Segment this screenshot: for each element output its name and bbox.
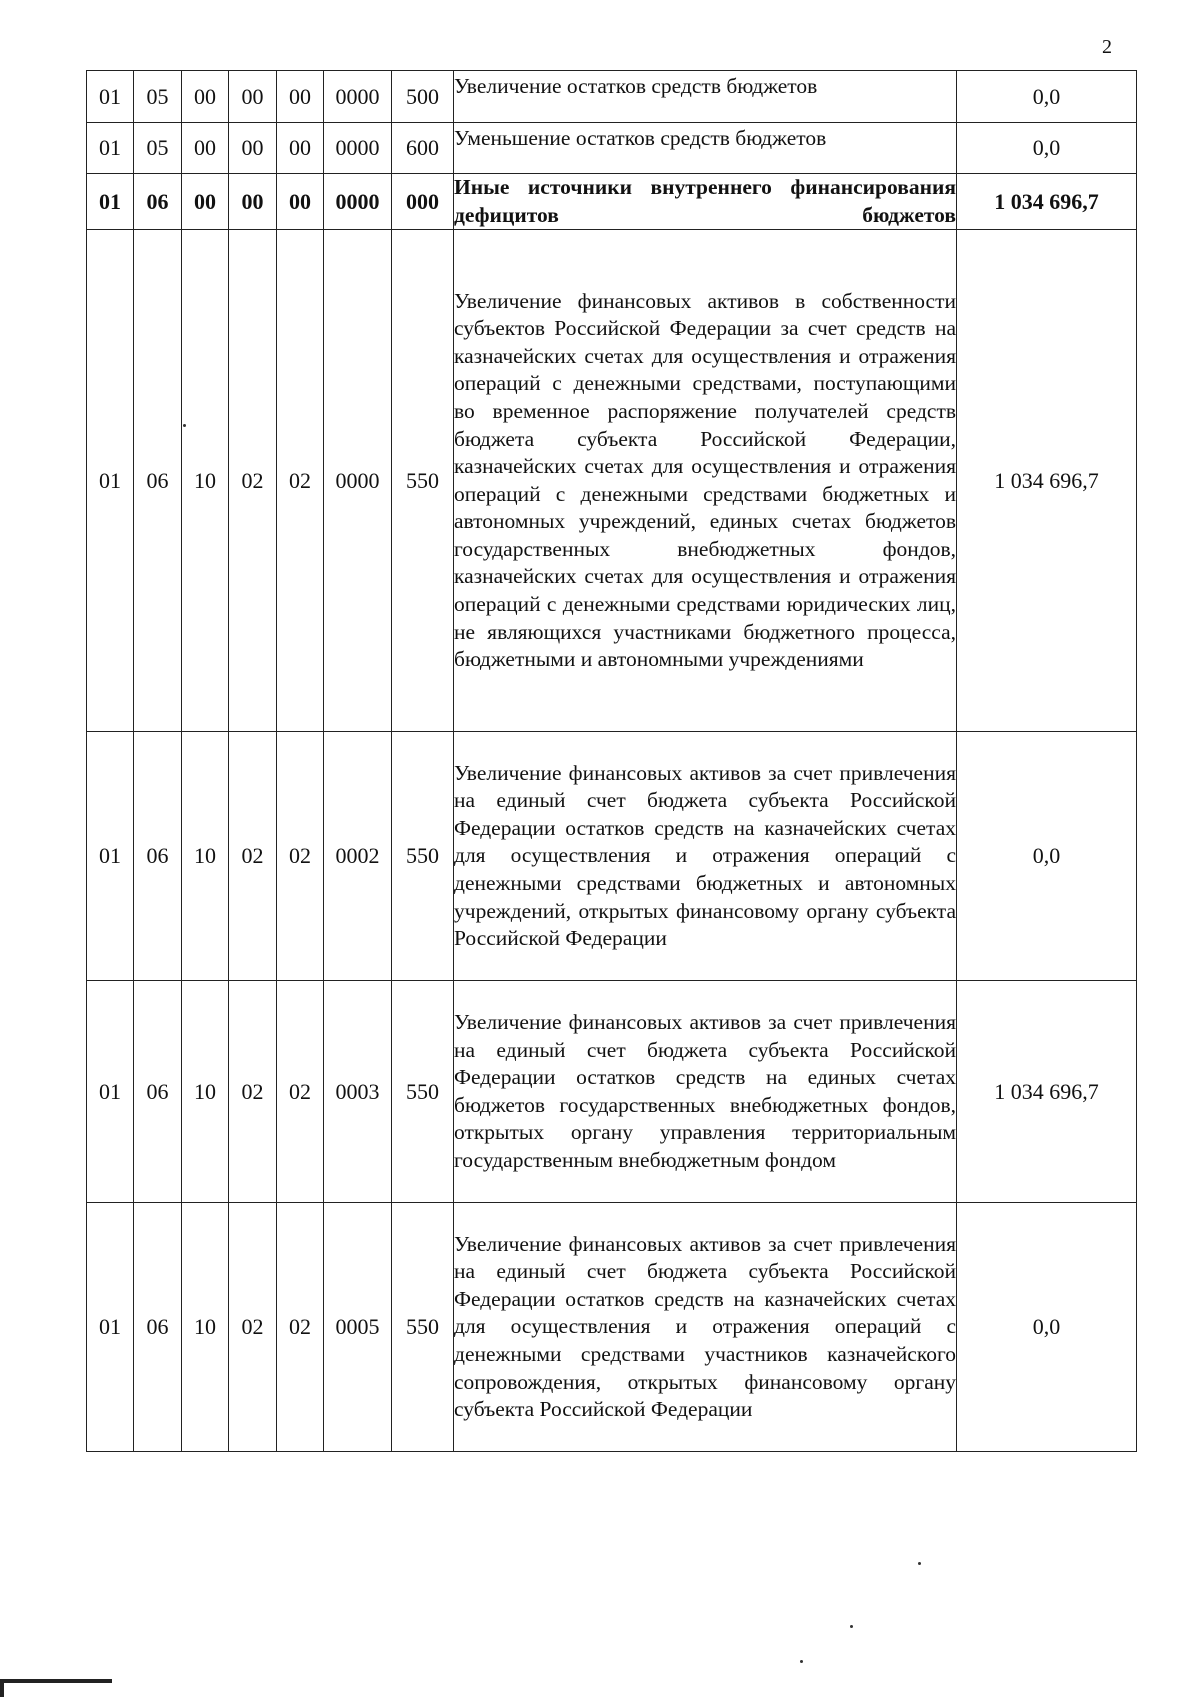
code-section: 01 [87,174,134,230]
table-row [87,71,1137,123]
table-row [87,981,1137,1203]
budget-sources-table [86,70,1137,1452]
code-classification: 550 [392,732,454,981]
code-section: 01 [87,732,134,981]
table-row [87,230,1137,732]
code-classification: 550 [392,1203,454,1452]
code-subarticle: 02 [229,732,277,981]
page-number: 2 [1102,36,1112,58]
code-section: 01 [87,71,134,123]
row-amount: 1 034 696,7 [957,981,1137,1203]
scan-edge-mark [0,1679,112,1683]
row-amount: 0,0 [957,1203,1137,1452]
code-element: 00 [277,123,324,174]
code-element: 00 [277,174,324,230]
code-section: 01 [87,123,134,174]
code-subsection: 06 [134,981,182,1203]
code-classification: 000 [392,174,454,230]
code-element: 02 [277,230,324,732]
row-amount: 0,0 [957,123,1137,174]
code-classification: 550 [392,981,454,1203]
code-subarticle: 00 [229,71,277,123]
row-amount: 0,0 [957,732,1137,981]
code-article: 10 [182,732,229,981]
code-subarticle: 00 [229,174,277,230]
row-description: Увеличение финансовых активов за счет привлечения на единый счет бюджета субъекта Российской Федерации остатков средств на казначейских счетах для осуществления и отражения операций с денежными средствами участников казначейского сопровождения, открытых финансовому органу субъекта Российской Федерации [454,1203,957,1452]
row-amount: 0,0 [957,71,1137,123]
code-element: 02 [277,981,324,1203]
code-subtype: 0000 [324,174,392,230]
code-article: 10 [182,230,229,732]
code-subarticle: 02 [229,230,277,732]
code-article: 10 [182,1203,229,1452]
table-row [87,1203,1137,1452]
scan-speck [800,1660,803,1663]
code-subtype: 0000 [324,230,392,732]
code-subsection: 05 [134,123,182,174]
code-subsection: 05 [134,71,182,123]
table-row [87,732,1137,981]
code-classification: 550 [392,230,454,732]
code-element: 02 [277,1203,324,1452]
code-element: 00 [277,71,324,123]
code-subtype: 0000 [324,123,392,174]
code-subarticle: 02 [229,981,277,1203]
code-section: 01 [87,981,134,1203]
table-body [87,71,1137,1452]
row-description: Увеличение финансовых активов за счет привлечения на единый счет бюджета субъекта Российской Федерации остатков средств на казначейских счетах для осуществления и отражения операций с денежными средствами бюджетных и автономных учреждений, открытых финансовому органу субъекта Российской Федерации [454,732,957,981]
code-subsection: 06 [134,230,182,732]
code-article: 10 [182,981,229,1203]
scan-speck [850,1625,853,1628]
code-element: 02 [277,732,324,981]
code-subtype: 0005 [324,1203,392,1452]
row-description: Увеличение остатков средств бюджетов [454,71,957,123]
scan-edge-mark [0,1679,4,1697]
table-row [87,123,1137,174]
code-subtype: 0002 [324,732,392,981]
code-subsection: 06 [134,732,182,981]
code-classification: 500 [392,71,454,123]
row-amount: 1 034 696,7 [957,230,1137,732]
table-row [87,174,1137,230]
scan-speck [918,1562,921,1565]
code-subsection: 06 [134,174,182,230]
code-section: 01 [87,230,134,732]
row-description: Увеличение финансовых активов в собственности субъектов Российской Федерации за счет средств на казначейских счетах для осуществления и отражения операций с денежными средствами, поступающими во временное распоряжение получателей средств бюджета субъекта Российской Федерации, казначейских счетах для осуществления и отражения операций с денежными средствами бюджетных и автономных учреждений, единых счетах бюджетов государственных внебюджетных фондов, казначейских счетах для осуществления и отражения операций с денежными средствами юридических лиц, не являющихся участниками бюджетного процесса, бюджетными и автономными учреждениями [454,230,957,732]
row-description: Уменьшение остатков средств бюджетов [454,123,957,174]
code-classification: 600 [392,123,454,174]
code-article: 00 [182,174,229,230]
code-article: 00 [182,71,229,123]
row-amount: 1 034 696,7 [957,174,1137,230]
scan-speck [183,424,186,427]
code-subtype: 0000 [324,71,392,123]
code-subarticle: 00 [229,123,277,174]
row-description: Иные источники внутреннего финансирования дефицитов бюджетов [454,174,957,230]
row-description: Увеличение финансовых активов за счет привлечения на единый счет бюджета субъекта Российской Федерации остатков средств на единых счетах бюджетов государственных внебюджетных фондов, открытых органу управления территориальным государственным внебюджетным фондом [454,981,957,1203]
code-article: 00 [182,123,229,174]
code-section: 01 [87,1203,134,1452]
code-subsection: 06 [134,1203,182,1452]
code-subarticle: 02 [229,1203,277,1452]
code-subtype: 0003 [324,981,392,1203]
